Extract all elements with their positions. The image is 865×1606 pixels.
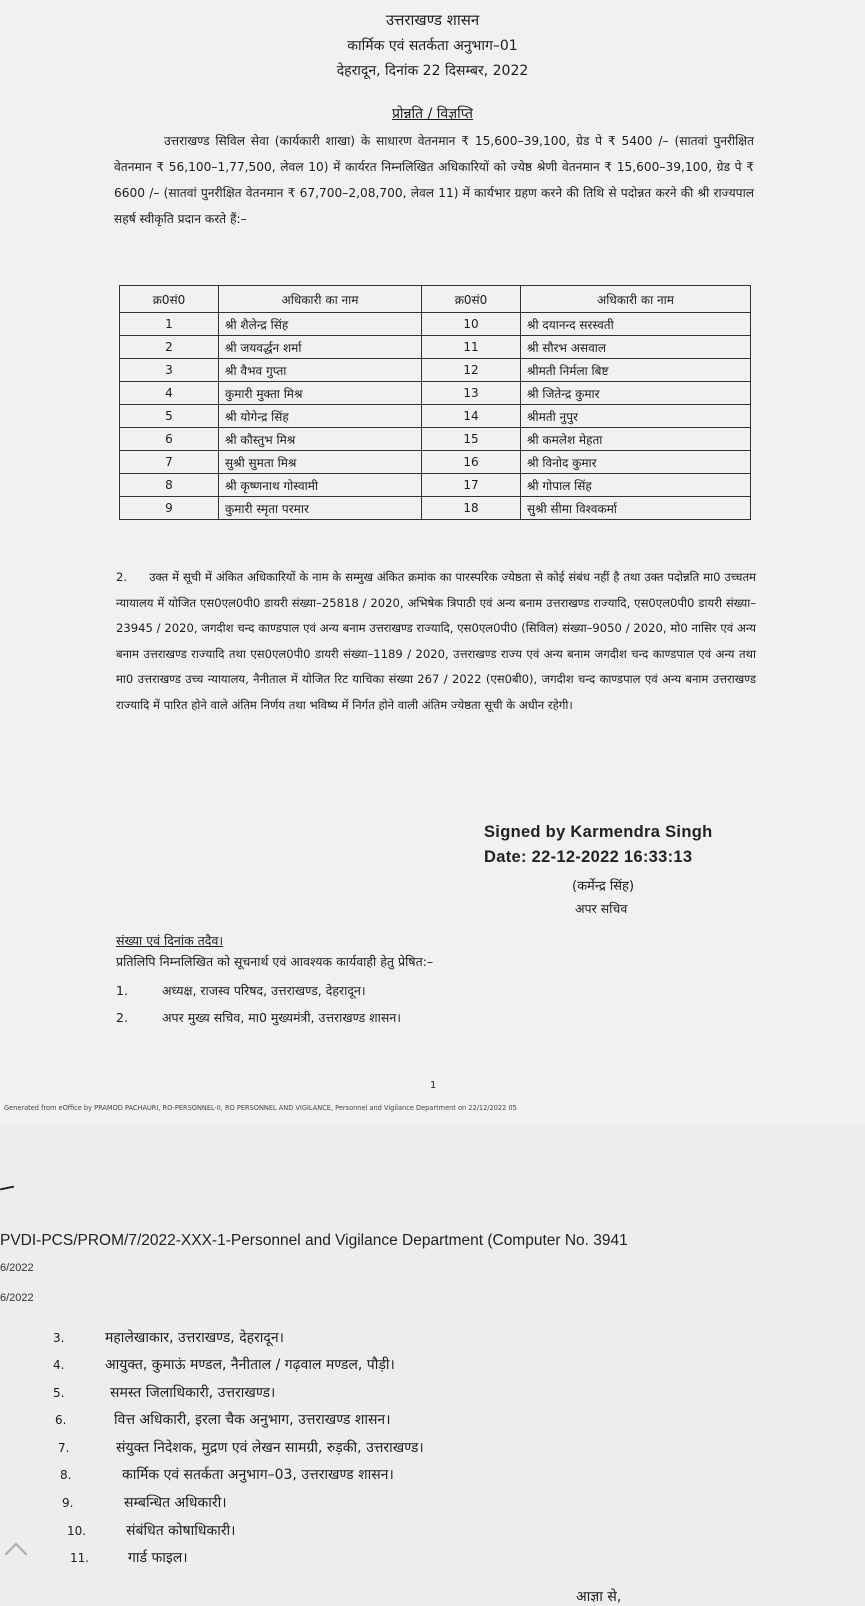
paragraph-2-text: उक्त में सूची में अंकित अधिकारियों के नाम के सम्मुख अंकित क्रमांक का पारस्परिक ज्येष्ठता से कोई संबंध नहीं है तथा उक्त पदोन्नति मा0 उच्चतम न्यायालय में योजित एस0एल0पी0 डायरी संख्या–25818 / 2020, अभिषेक त्रिपाठी एवं अन्य बनाम उत्तराखण्ड राज्यादि, एस0एल0पी0 डायरी संख्या–23945 / 2020, जगदीश चन्द काण्डपाल एवं अन्य बनाम उत्तराखण्ड राज्यादि, एस0एल0पी0 (सिविल) संख्या–9050 / 2020, मो0 नासिर एवं अन्य बनाम उत्तराखण्ड राज्यादि तथा एस0एल0पी0 डायरी संख्या–1189 / 2020, उत्तराखण्ड राज्य एवं अन्य बनाम जगदीश चन्द काण्डपाल एवं अन्य तथा मा0 उत्तराखण्ड उच्च न्यायालय, नैनीताल में योजित रिट याचिका संख्या 267 / 2022 (एस0बी0), जगदीश चन्द काण्डपाल एवं अन्य बनाम उत्तराखण्ड राज्यादि में पारित होने वाले अंतिम निर्णय तथा भविष्य में निर्गत होने वाली अंतिम ज्येष्ठता सूची के अधीन रहेगी।: [116, 570, 756, 712]
table-row: [120, 405, 751, 428]
table-row: [120, 428, 751, 451]
serial-cell: 1: [120, 313, 219, 336]
name-cell: सुश्री सीमा विश्वकर्मा: [521, 497, 751, 520]
digital-signature-name: Signed by Karmendra Singh: [484, 823, 713, 841]
copy-item-text: गार्ड फाइल।: [128, 1550, 188, 1566]
date-fragment: 6/2022: [0, 1262, 34, 1274]
copy-item: [116, 1009, 401, 1026]
closing-line: आज्ञा से,: [576, 1589, 622, 1605]
copy-item-text: अध्यक्ष, राजस्व परिषद, उत्तराखण्ड, देहरादून।: [162, 983, 366, 998]
serial-cell: 14: [422, 405, 521, 428]
copy-item-text: समस्त जिलाधिकारी, उत्तराखण्ड।: [110, 1385, 276, 1401]
place-date-line: देहरादून, दिनांक 22 दिसम्बर, 2022: [336, 63, 529, 79]
name-cell: श्री कृष्णनाथ गोस्वामी: [219, 474, 422, 497]
copy-to-heading: प्रतिलिपि निम्नलिखित को सूचनार्थ एवं आवश्यक कार्यवाही हेतु प्रेषित:–: [116, 954, 434, 969]
name-cell: श्री जितेन्द्र कुमार: [521, 382, 751, 405]
copy-item-text: संबंधित कोषाधिकारी।: [126, 1523, 236, 1539]
serial-cell: 9: [120, 497, 219, 520]
department-line: कार्मिक एवं सतर्कता अनुभाग–01: [347, 38, 518, 54]
col-header-serial: क्र0सं0: [120, 286, 219, 313]
copy-item-text: आयुक्त, कुमाऊं मण्डल, नैनीताल / गढ़वाल मण्डल, पौड़ी।: [105, 1357, 395, 1373]
scroll-up-chevron-icon[interactable]: [5, 1543, 28, 1566]
copy-item-text: कार्मिक एवं सतर्कता अनुभाग–03, उत्तराखण्ड शासन।: [122, 1467, 394, 1483]
copy-item-text: वित्त अधिकारी, इरला चैक अनुभाग, उत्तराखण्ड शासन।: [114, 1412, 391, 1428]
copy-item-number: 10.: [67, 1524, 87, 1538]
serial-cell: 16: [422, 451, 521, 474]
copy-item-text: अपर मुख्य सचिव, मा0 मुख्यमंत्री, उत्तराखण्ड शासन।: [162, 1010, 402, 1025]
paragraph-2: [116, 565, 756, 719]
copy-item-number: 2.: [116, 1010, 128, 1025]
generated-footer: Generated from eOffice by PRAMOD PACHAURI, RO-PERSONNEL-II, RO PERSONNEL AND VIGILANCE, Personnel and Vigilance Department on 22/12/2022 05: [4, 1104, 517, 1112]
name-cell: श्री दयानन्द सरस्वती: [521, 313, 751, 336]
serial-cell: 8: [120, 474, 219, 497]
table-row: [120, 497, 751, 520]
copy-item-number: 7.: [58, 1441, 70, 1455]
name-cell: श्री योगेन्द्र सिंह: [219, 405, 422, 428]
name-cell: श्री शैलेन्द्र सिंह: [219, 313, 422, 336]
copy-item-number: 9.: [62, 1496, 74, 1510]
serial-cell: 7: [120, 451, 219, 474]
copy-item-text: संयुक्त निदेशक, मुद्रण एवं लेखन सामग्री, रुड़की, उत्तराखण्ड।: [116, 1440, 424, 1456]
serial-cell: 6: [120, 428, 219, 451]
scan-mark: [0, 1186, 14, 1191]
table-row: [120, 474, 751, 497]
copy-item-number: 3.: [53, 1331, 65, 1345]
name-cell: श्री सौरभ असवाल: [521, 336, 751, 359]
signatory-designation: अपर सचिव: [575, 901, 628, 916]
serial-cell: 4: [120, 382, 219, 405]
copy-item-number: 8.: [60, 1468, 72, 1482]
signatory-name: (कर्मेन्द्र सिंह): [572, 879, 635, 894]
name-cell: श्री कमलेश मेहता: [521, 428, 751, 451]
name-cell: श्री वैभव गुप्ता: [219, 359, 422, 382]
name-cell: श्री जयवर्द्धन शर्मा: [219, 336, 422, 359]
name-cell: कुमारी मुक्ता मिश्र: [219, 382, 422, 405]
paragraph-number: 2.: [116, 570, 128, 584]
subject-heading: प्रोन्नति / विज्ञप्ति: [391, 106, 474, 122]
serial-cell: 18: [422, 497, 521, 520]
copy-item-text: महालेखाकार, उत्तराखण्ड, देहरादून।: [105, 1330, 284, 1346]
name-cell: श्री गोपाल सिंह: [521, 474, 751, 497]
table-row: [120, 359, 751, 382]
copy-item-number: 6.: [55, 1413, 67, 1427]
serial-cell: 12: [422, 359, 521, 382]
officers-table: [119, 285, 751, 520]
file-number-line: PVDI-PCS/PROM/7/2022-XXX-1-Personnel and Vigilance Department (Computer No. 3941: [0, 1232, 628, 1249]
name-cell: सुश्री सुमता मिश्र: [219, 451, 422, 474]
col-header-name: अधिकारी का नाम: [521, 286, 751, 313]
table-row: [120, 313, 751, 336]
copy-item: [116, 982, 366, 999]
page-number: 1: [430, 1080, 437, 1091]
name-cell: श्री कौस्तुभ मिश्र: [219, 428, 422, 451]
paragraph-1: उत्तराखण्ड सिविल सेवा (कार्यकारी शाखा) के साधारण वेतनमान ₹ 15,600–39,100, ग्रेड पे ₹ 5400 /– (सातवां पुनरीक्षित वेतनमान ₹ 56,100–1,77,500, लेवल 10) में कार्यरत निम्नलिखित अधिकारियों को ज्येष्ठ श्रेणी वेतनमान ₹ 15,600–39,100, ग्रेड पे ₹ 6600 /– (सातवां पुनरीक्षित वेतनमान ₹ 67,700–2,08,700, लेवल 11) में कार्यभार ग्रहण करने की तिथि से पदोन्नत करने की श्री राज्यपाल सहर्ष स्वीकृति प्रदान करते हैं:–: [114, 134, 754, 226]
reference-line: संख्या एवं दिनांक तदैव।: [116, 933, 224, 948]
copy-item-number: 5.: [53, 1386, 65, 1400]
table-header-row: [120, 286, 751, 313]
date-fragment: 6/2022: [0, 1292, 34, 1304]
name-cell: श्रीमती नुपुर: [521, 405, 751, 428]
serial-cell: 3: [120, 359, 219, 382]
name-cell: श्री विनोद कुमार: [521, 451, 751, 474]
serial-cell: 17: [422, 474, 521, 497]
serial-cell: 2: [120, 336, 219, 359]
serial-cell: 13: [422, 382, 521, 405]
digital-signature-date: Date: 22-12-2022 16:33:13: [484, 848, 693, 866]
serial-cell: 15: [422, 428, 521, 451]
name-cell: कुमारी स्मृता परमार: [219, 497, 422, 520]
copy-item-number: 11.: [70, 1551, 90, 1565]
copy-item-number: 1.: [116, 983, 128, 998]
name-cell: श्रीमती निर्मला बिष्ट: [521, 359, 751, 382]
copy-item-number: 4.: [53, 1358, 65, 1372]
copy-item-text: सम्बन्धित अधिकारी।: [124, 1495, 227, 1511]
table-row: [120, 382, 751, 405]
serial-cell: 5: [120, 405, 219, 428]
col-header-name: अधिकारी का नाम: [219, 286, 422, 313]
serial-cell: 10: [422, 313, 521, 336]
table-row: [120, 451, 751, 474]
col-header-serial: क्र0सं0: [422, 286, 521, 313]
govt-header: उत्तराखण्ड शासन: [385, 11, 480, 29]
serial-cell: 11: [422, 336, 521, 359]
table-row: [120, 336, 751, 359]
